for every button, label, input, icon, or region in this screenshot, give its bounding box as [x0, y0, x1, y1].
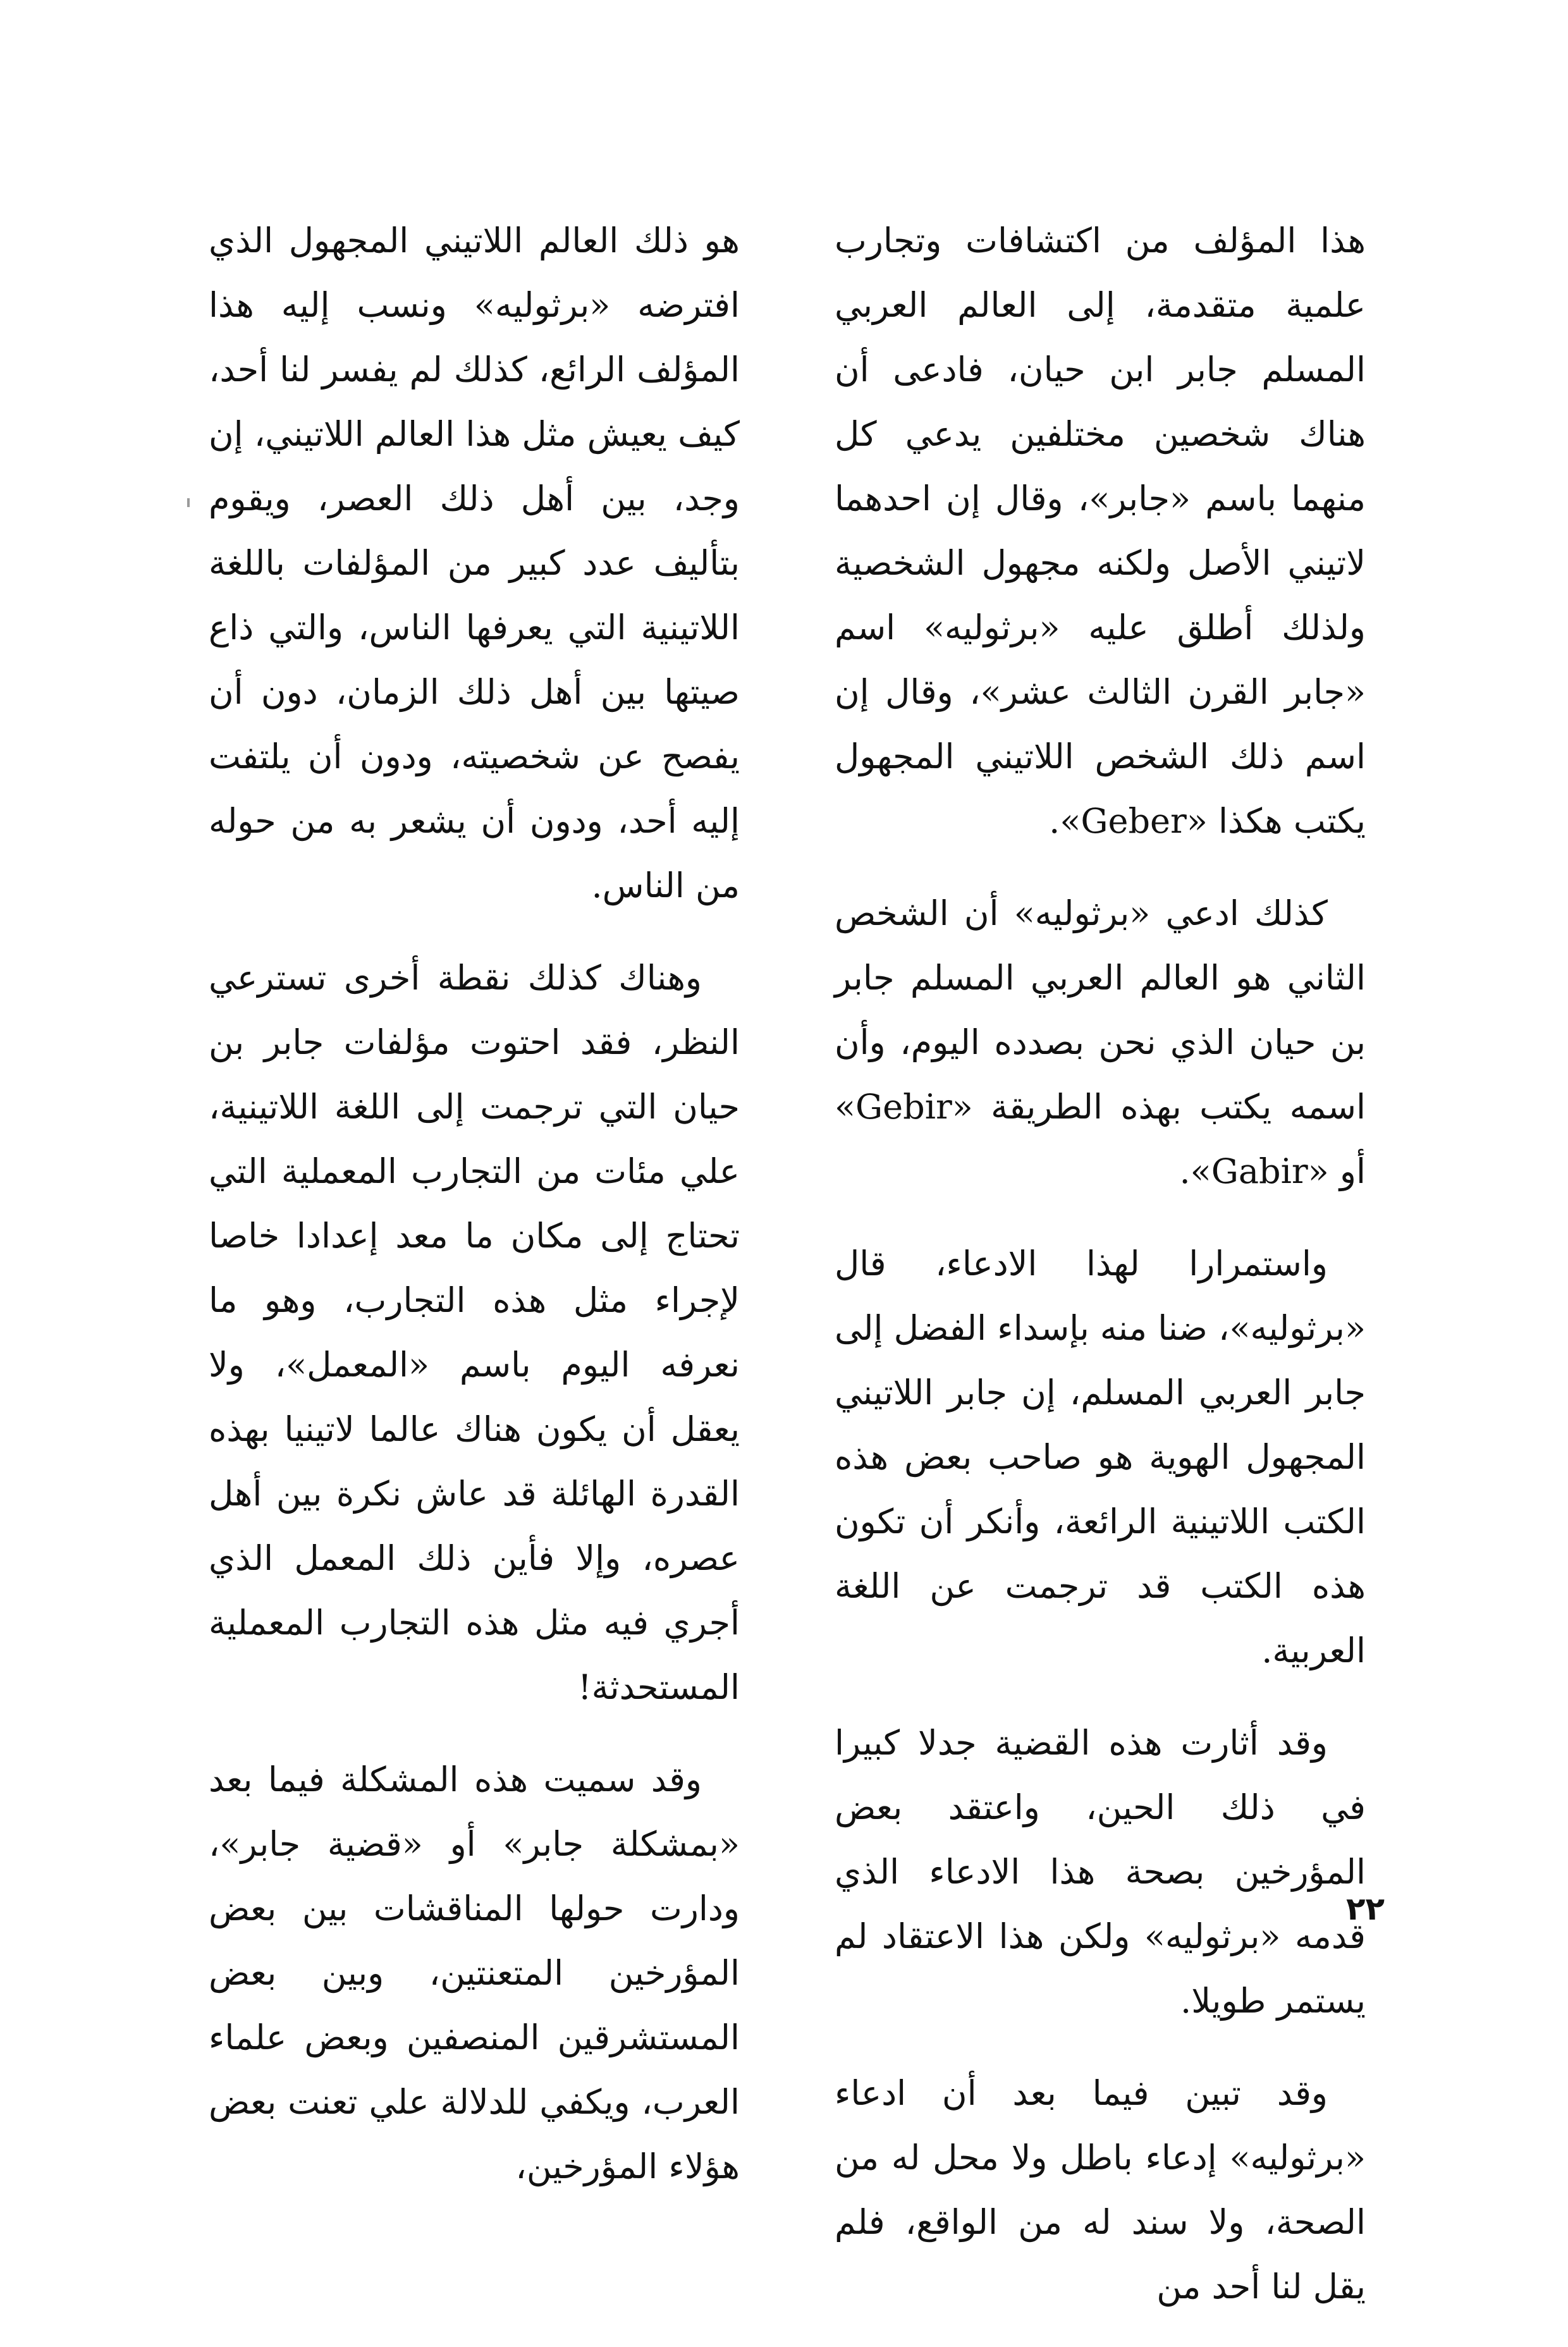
paragraph: وقد أثارت هذه القضية جدلا كبيرا في ذلك الحين، واعتقد بعض المؤرخين بصحة هذا الادعاء الذي قدمه «برثوليه» ولكن هذا الاعتقاد لم يستمر طويلا. [835, 1723, 1366, 2021]
paragraph: هو ذلك العالم اللاتيني المجهول الذي افترضه «برثوليه» ونسب إليه هذا المؤلف الرائع، كذلك لم يفسر لنا أحد، كيف يعيش مثل هذا العالم اللاتيني، إن وجد، بين أهل ذلك العصر، ويقوم بتأليف عدد كبير من المؤلفات باللغة اللاتينية التي يعرفها الناس، والتي ذاع صيتها بين أهل ذلك الزمان، دون أن يفصح عن شخصيته، ودون أن يلتفت إليه أحد، ودون أن يشعر به من حوله من الناس. [209, 221, 740, 905]
paragraph: كذلك ادعي «برثوليه» أن الشخص الثاني هو العالم العربي المسلم جابر بن حيان الذي نحن بصدده اليوم، وأن اسمه يكتب بهذه الطريقة «Gebir» أو «Gabir». [835, 893, 1366, 1191]
paragraph: وقد سميت هذه المشكلة فيما بعد «بمشكلة جابر» أو «قضية جابر»، ودارت حولها المناقشات بين بعض المؤرخين المتعنتين، وبين بعض المستشرقين المنصفين وبعض علماء العرب، ويكفي للدلالة علي تعنت بعض هؤلاء المؤرخين، [209, 1760, 740, 2186]
scan-speck [187, 498, 190, 507]
paragraph: وقد تبين فيما بعد أن ادعاء «برثوليه» إدعاء باطل ولا محل له من الصحة، ولا سند له من الواقع، فلم يقل لنا أحد من [835, 2073, 1366, 2307]
paragraph: هذا المؤلف من اكتشافات وتجارب علمية متقدمة، إلى العالم العربي المسلم جابر ابن حيان، فادعى أن هناك شخصين مختلفين يدعي كل منهما باسم «جابر»، وقال إن احدهما لاتيني الأصل ولكنه مجهول الشخصية ولذلك أطلق عليه «برثوليه» اسم «جابر القرن الثالث عشر»، وقال إن اسم ذلك الشخص اللاتيني المجهول يكتب هكذا «Geber». [835, 221, 1366, 841]
paragraph: وهناك كذلك نقطة أخرى تسترعي النظر، فقد احتوت مؤلفات جابر بن حيان التي ترجمت إلى اللغة اللاتينية، علي مئات من التجارب المعملية التي تحتاج إلى مكان ما معد إعدادا خاصا لإجراء مثل هذه التجارب، وهو ما نعرفه اليوم باسم «المعمل»، ولا يعقل أن يكون هناك عالما لاتينيا بهذه القدرة الهائلة قد عاش نكرة بين أهل عصره، وإلا فأين ذلك المعمل الذي أجري فيه مثل هذه التجارب المعملية المستحدثة! [209, 958, 740, 1707]
paragraph: واستمرارا لهذا الادعاء، قال «برثوليه»، ضنا منه بإسداء الفضل إلى جابر العربي المسلم، إن جابر اللاتيني المجهول الهوية هو صاحب بعض هذه الكتب اللاتينية الرائعة، وأنكر أن تكون هذه الكتب قد ترجمت عن اللغة العربية. [835, 1244, 1366, 1670]
page-number: ٢٢ [1345, 1890, 1385, 1927]
right-text-column [835, 209, 1366, 2347]
left-text-column [209, 209, 740, 2227]
